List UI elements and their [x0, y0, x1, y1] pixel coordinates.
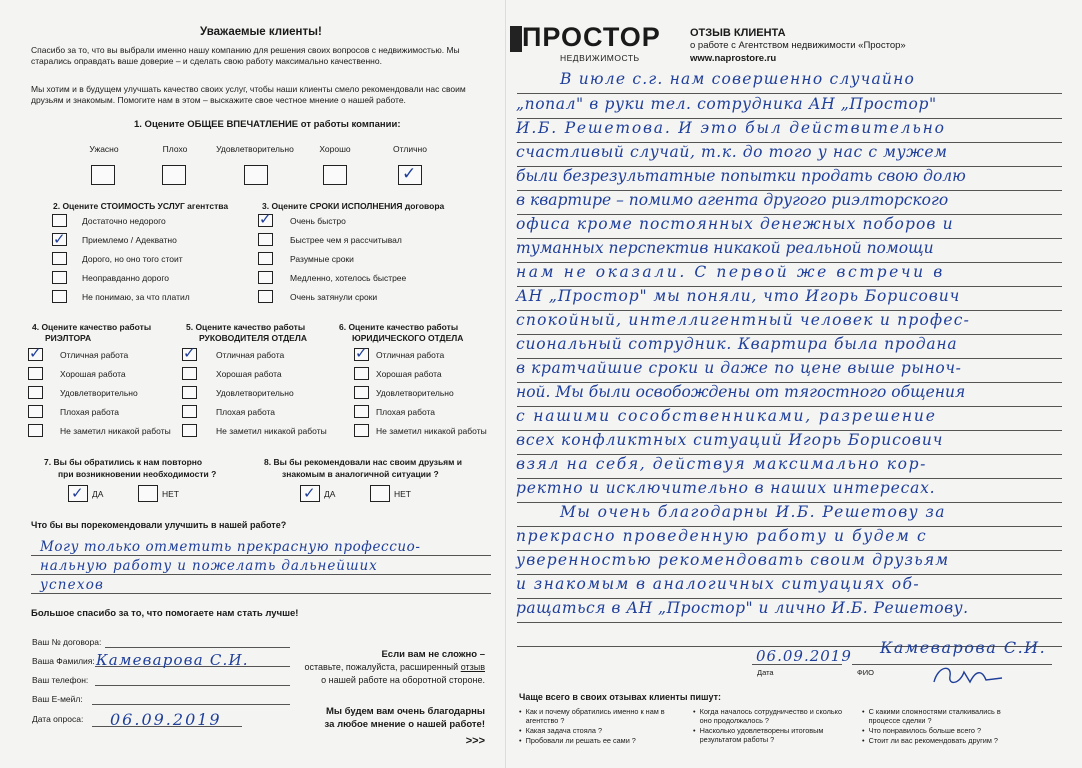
review-line: уверенностью рекомендовать своим друзьям — [516, 551, 950, 569]
q4-checkbox[interactable] — [28, 405, 43, 418]
improve-handwriting: нальную работу и пожелать дальнейших — [40, 558, 378, 574]
q4-check-mark: ✓ — [29, 344, 42, 362]
q3-checkbox[interactable] — [258, 252, 273, 265]
q1-checkbox-bad[interactable] — [162, 165, 186, 185]
q4-subtitle: РИЭЛТОРА — [45, 333, 92, 343]
q4-checkbox[interactable] — [28, 424, 43, 437]
q4-checkbox[interactable] — [28, 386, 43, 399]
review-line: были безрезультатные попытки продать свою долю — [516, 167, 966, 185]
email-field[interactable] — [92, 704, 290, 705]
q5-option-label: Плохая работа — [216, 407, 276, 417]
left-heading: Уважаемые клиенты! — [200, 26, 322, 38]
q6-option-label: Удовлетворительно — [376, 388, 454, 398]
q5-option-label: Удовлетворительно — [216, 388, 294, 398]
q1-checkbox-good[interactable] — [323, 165, 347, 185]
review-line: ной. Мы были освобождены от тягостного общения — [516, 383, 966, 401]
q6-checkbox[interactable] — [354, 386, 369, 399]
q3-option-label: Очень быстро — [290, 216, 346, 226]
intro-paragraph-1: Спасибо за то, что вы выбрали именно нашу компанию для решения своих вопросов с недвижимостью. Мы старались оправдать ваше доверие – и сделать свою работу максимально качественно. — [31, 45, 460, 66]
review-subtitle: о работе с Агентством недвижимости «Простор» — [690, 40, 906, 51]
q4-title: 4. Оцените качество работы — [32, 322, 152, 332]
footer-column-2: • Когда началось сотрудничество и сколько оно продолжалось ? • Насколько удовлетворены итоговым результатом работы ? — [693, 707, 843, 744]
q6-option-label: Хорошая работа — [376, 369, 442, 379]
q5-option-label: Отличная работа — [216, 350, 285, 360]
q1-option-label: Хорошо — [319, 144, 351, 154]
phone-label: Ваш телефон: — [32, 675, 89, 685]
review-link[interactable]: отзыв — [460, 662, 485, 672]
review-line: офиса кроме постоянных денежных поборов и — [516, 215, 954, 233]
survey-date-value: 06.09.2019 — [110, 710, 222, 729]
q5-checkbox[interactable] — [182, 386, 197, 399]
side-note-line: о нашей работе на оборотной стороне. — [321, 675, 485, 685]
thanks-text: Большое спасибо за то, что помогаете нам стать лучше! — [31, 608, 299, 619]
q2-checkbox[interactable] — [52, 214, 67, 227]
review-line: Мы очень благодарны И.Б. Решетову за — [560, 503, 946, 521]
q4-checkbox[interactable] — [28, 367, 43, 380]
q8-no-checkbox[interactable] — [370, 485, 390, 502]
q8-subtitle: знакомым в аналогичной ситуации ? — [282, 469, 439, 479]
signature-fio: Камеварова С.И. — [880, 638, 1047, 657]
review-line: взял на себя, действуя максимально кор- — [516, 455, 927, 473]
q6-checkbox[interactable] — [354, 367, 369, 380]
q3-checkbox[interactable] — [258, 271, 273, 284]
surname-label: Ваша Фамилия: — [32, 656, 95, 666]
q3-check-mark: ✓ — [259, 210, 272, 228]
review-line: АН „Простор" мы поняли, что Игорь Борисович — [516, 287, 961, 305]
q2-checkbox[interactable] — [52, 290, 67, 303]
q8-yes-label: ДА — [324, 489, 336, 499]
q1-checkbox-terrible[interactable] — [91, 165, 115, 185]
q3-option-label: Разумные сроки — [290, 254, 354, 264]
signature-date: 06.09.2019 — [756, 647, 852, 665]
improve-label: Что бы вы порекомендовали улучшить в нашей работе? — [31, 520, 287, 530]
q5-title: 5. Оцените качество работы — [186, 322, 306, 332]
q2-option-label: Приемлемо / Адекватно — [82, 235, 177, 245]
q7-subtitle: при возникновении необходимости ? — [58, 469, 217, 479]
review-line: и знакомым в аналогичных ситуациях об- — [516, 575, 921, 593]
q2-option-label: Неоправданно дорого — [82, 273, 170, 283]
q5-checkbox[interactable] — [182, 405, 197, 418]
q1-option-label: Удовлетворительно — [216, 144, 294, 154]
q6-option-label: Плохая работа — [376, 407, 436, 417]
q3-option-label: Очень затянули сроки — [290, 292, 378, 302]
phone-field[interactable] — [95, 685, 290, 686]
q3-checkbox[interactable] — [258, 290, 273, 303]
q7-no-checkbox[interactable] — [138, 485, 158, 502]
q6-check-mark: ✓ — [355, 344, 368, 362]
q8-title: 8. Вы бы рекомендовали нас своим друзьям и — [264, 457, 463, 467]
date-label: Дата опроса: — [32, 714, 84, 724]
gratitude-line: Мы будем вам очень благодарны — [326, 706, 485, 717]
fio-caption: ФИО — [857, 668, 874, 677]
review-line: ректно и исключительно в наших интересах. — [516, 479, 936, 497]
q7-yes-label: ДА — [92, 489, 104, 499]
footer-column-1: • Как и почему обратились именно к нам в агентство ? • Какая задача стояла ? • Пробовали ли решать ее сами ? — [519, 707, 665, 745]
review-line: прекрасно проведенную работу и будем с — [516, 527, 928, 545]
q2-option-label: Достаточно недорого — [82, 216, 166, 226]
q7-check-mark: ✓ — [71, 484, 84, 502]
q3-checkbox[interactable] — [258, 233, 273, 246]
q1-title: 1. Оцените ОБЩЕЕ ВПЕЧАТЛЕНИЕ от работы компании: — [134, 119, 401, 130]
review-line: всех конфликтных ситуаций Игорь Борисович — [516, 431, 944, 449]
review-line: „попал" в руки тел. сотрудника АН „Простор" — [516, 95, 937, 113]
review-line: ращаться в АН „Простор" и лично И.Б. Решетову. — [516, 599, 969, 617]
q5-option-label: Хорошая работа — [216, 369, 282, 379]
email-label: Ваш Е-мейл: — [32, 694, 83, 704]
q2-check-mark: ✓ — [53, 230, 66, 248]
q2-title: 2. Оцените СТОИМОСТЬ УСЛУГ агентства — [53, 201, 229, 211]
q4-option-label: Плохая работа — [60, 407, 120, 417]
review-line: счастливый случай, т.к. до того у нас с мужем — [516, 143, 948, 161]
q2-checkbox[interactable] — [52, 252, 67, 265]
logo-text: ПРОСТОР — [522, 22, 661, 52]
q3-title: 3. Оцените СРОКИ ИСПОЛНЕНИЯ договора — [262, 201, 445, 211]
review-line: сиональный сотрудник. Квартира была продана — [516, 335, 958, 353]
q2-option-label: Не понимаю, за что платил — [82, 292, 190, 302]
q5-checkbox[interactable] — [182, 367, 197, 380]
q1-checkbox-satisfactory[interactable] — [244, 165, 268, 185]
q1-check-mark: ✓ — [402, 164, 417, 184]
review-line: туманных перспектив никакой реальной помощи — [516, 239, 934, 257]
q1-option-label: Отлично — [393, 144, 427, 154]
q8-no-label: НЕТ — [394, 489, 411, 499]
q8-check-mark: ✓ — [303, 484, 316, 502]
review-line: в квартире – помимо агента другого риэлторского — [516, 191, 949, 209]
q7-title: 7. Вы бы обратились к нам повторно — [44, 457, 203, 467]
signature-scribble — [930, 660, 1005, 690]
review-line: в кратчайшие сроки и даже по цене выше рыноч- — [516, 359, 962, 377]
q5-subtitle: РУКОВОДИТЕЛЯ ОТДЕЛА — [199, 333, 307, 343]
review-line: нам не оказали. С первой же встречи в — [516, 263, 945, 281]
side-note-line: оставьте, пожалуйста, расширенный отзыв — [304, 662, 485, 672]
q4-option-label: Хорошая работа — [60, 369, 126, 379]
q5-check-mark: ✓ — [183, 344, 196, 362]
q6-checkbox[interactable] — [354, 405, 369, 418]
q2-option-label: Дорого, но оно того стоит — [82, 254, 183, 264]
q3-option-label: Медленно, хотелось быстрее — [290, 273, 407, 283]
q4-option-label: Не заметил никакой работы — [60, 426, 171, 436]
review-line: В июле с.г. нам совершенно случайно — [560, 70, 916, 88]
q2-checkbox[interactable] — [52, 271, 67, 284]
improve-handwriting: Могу только отметить прекрасную профессио- — [40, 539, 421, 555]
q6-title: 6. Оцените качество работы — [339, 322, 459, 332]
intro-paragraph-2: Мы хотим и в будущем улучшать качество своих услуг, чтобы наши клиенты смело рекомендовали нас своим друзьям и знакомым. Помогите нам в этом – выскажите свое честное мнение о нашей работе. — [31, 84, 466, 105]
review-line: спокойный, интеллигентный человек и профес- — [516, 311, 971, 329]
footer-title: Чаще всего в своих отзывах клиенты пишут: — [519, 692, 722, 702]
q4-option-label: Отличная работа — [60, 350, 129, 360]
date-caption: Дата — [757, 668, 774, 677]
side-note-title: Если вам не сложно – — [381, 649, 485, 660]
contract-field[interactable] — [105, 647, 290, 648]
contract-label: Ваш № договора: — [32, 637, 102, 647]
q6-option-label: Отличная работа — [376, 350, 445, 360]
logo-subtext: НЕДВИЖИМОСТЬ — [560, 53, 640, 63]
q6-option-label: Не заметил никакой работы — [376, 426, 487, 436]
review-line: И.Б. Решетова. И это был действительно — [516, 119, 946, 137]
logo-mark-icon — [510, 26, 522, 52]
q5-checkbox[interactable] — [182, 424, 197, 437]
q6-subtitle: ЮРИДИЧЕСКОГО ОТДЕЛА — [352, 333, 464, 343]
gratitude-line: за любое мнение о нашей работе! — [324, 719, 485, 730]
website-url: www.naprostore.ru — [690, 53, 777, 64]
review-title: ОТЗЫВ КЛИЕНТА — [690, 27, 786, 39]
review-line: с нашими сособственниками, разрешение — [516, 407, 937, 425]
q7-no-label: НЕТ — [162, 489, 179, 499]
q1-option-label: Плохо — [162, 144, 188, 154]
surname-value: Камеварова С.И. — [96, 651, 249, 669]
improve-handwriting: успехов — [40, 577, 105, 593]
q3-option-label: Быстрее чем я рассчитывал — [290, 235, 402, 245]
arrows-icon: >>> — [465, 735, 485, 747]
q5-option-label: Не заметил никакой работы — [216, 426, 327, 436]
q1-option-label: Ужасно — [89, 144, 119, 154]
page-divider — [505, 0, 506, 768]
footer-column-3: • С какими сложностями сталкивались в процессе сделки ? • Что понравилось больше всего ? • Стоит ли вас рекомендовать другим ? — [862, 707, 1001, 745]
q4-option-label: Удовлетворительно — [60, 388, 138, 398]
q6-checkbox[interactable] — [354, 424, 369, 437]
